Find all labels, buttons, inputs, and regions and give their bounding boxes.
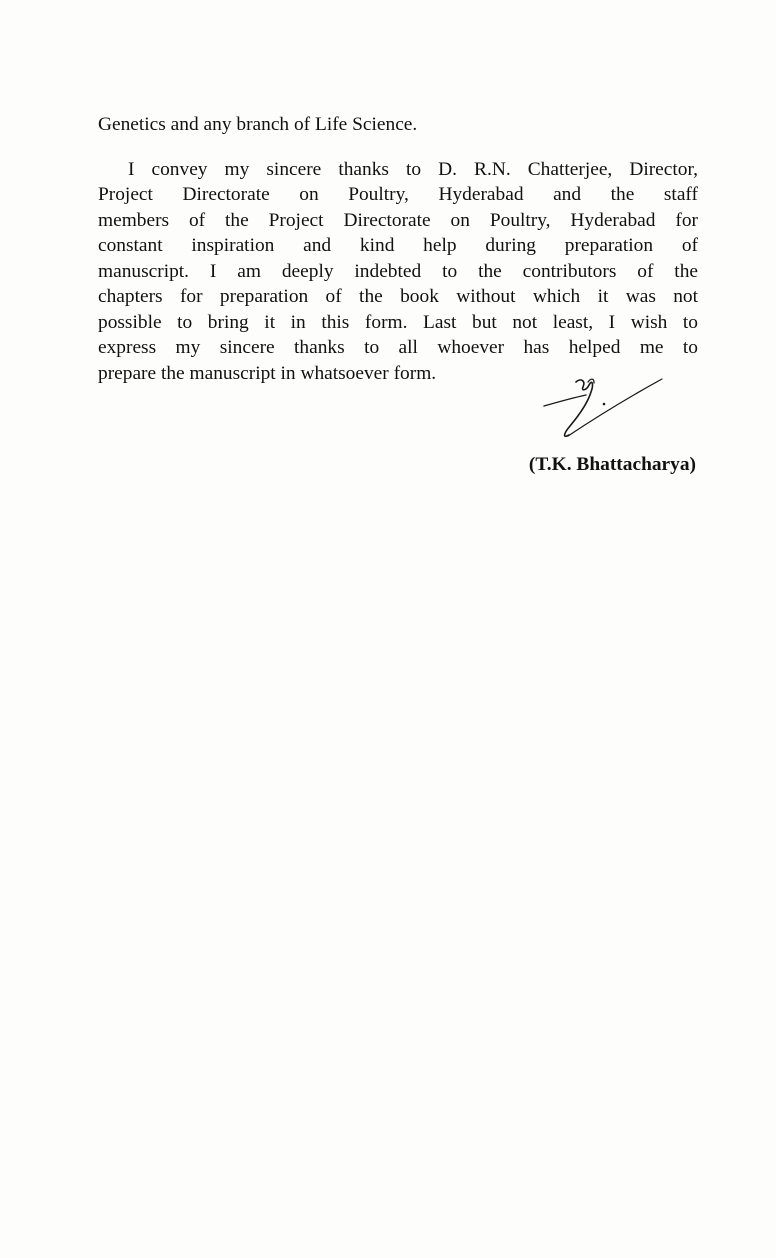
paragraph-line: I convey my sincere thanks to D. R.N. Chatterjee, Director,: [128, 158, 698, 180]
paragraph-gap: [98, 138, 698, 157]
paragraph-line: Project Directorate on Poultry, Hyderabad and the staff: [98, 184, 698, 205]
continuation-line: Genetics and any branch of Life Science.: [98, 114, 418, 135]
paragraph-line: manuscript. I am deeply indebted to the contributors of the: [98, 260, 698, 282]
paragraph-line: express my sincere thanks to all whoever has helped me to: [98, 337, 698, 358]
paragraph-line: possible to bring it in this form. Last but not least, I wish to: [98, 311, 698, 333]
handwritten-signature: [536, 372, 666, 452]
acknowledgement-paragraph: [98, 157, 698, 387]
paragraph-line: constant inspiration and kind help during preparation of: [98, 235, 698, 256]
paragraph-line: members of the Project Directorate on Poultry, Hyderabad for: [98, 209, 698, 231]
paragraph-line: prepare the manuscript in whatsoever form.: [98, 362, 437, 384]
signatory-name: (T.K. Bhattacharya): [528, 454, 696, 475]
paragraph-line: chapters for preparation of the book without which it was not: [98, 286, 698, 307]
body-text: [98, 112, 698, 386]
